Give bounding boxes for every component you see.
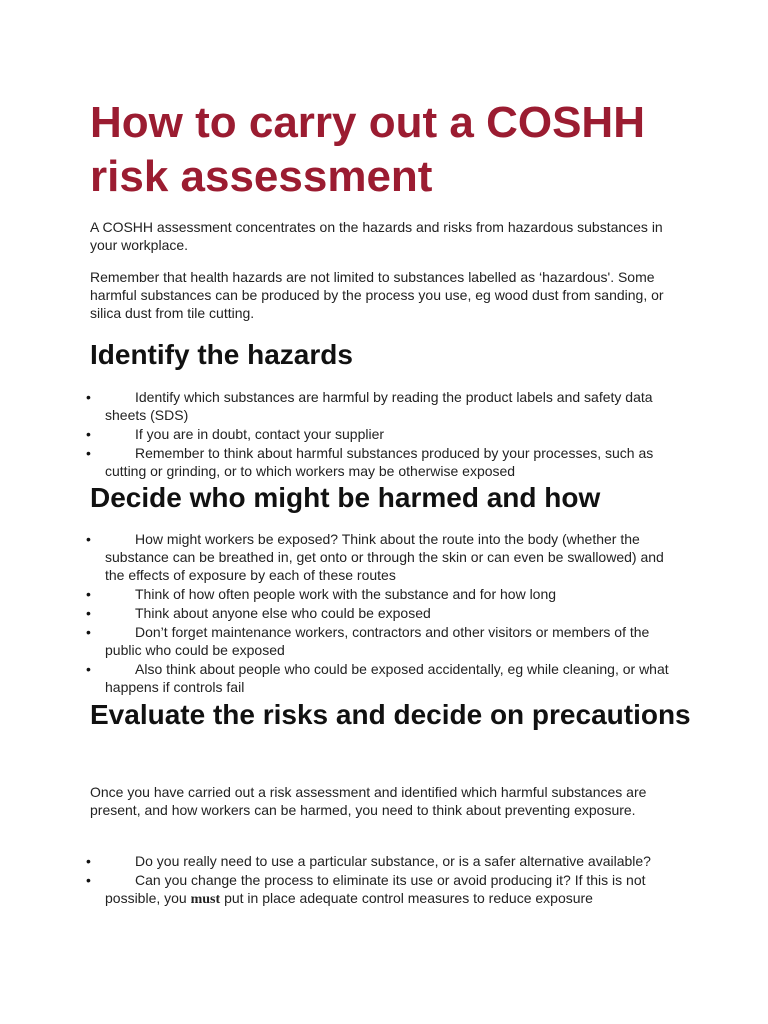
- list-item-text: If you are in doubt, contact your supplier: [135, 426, 385, 442]
- list-item-text: Remember to think about harmful substances produced by your processes, such as cutting or grinding, or to which workers may be otherwise exposed: [105, 445, 654, 479]
- list-item: [0, 852, 680, 870]
- list-item-text: Identify which substances are harmful by reading the product labels and safety data sheets (SDS): [105, 389, 653, 423]
- evaluate-paragraph: Once you have carried out a risk assessment and identified which harmful substances are present, and how workers can be harmed, you need to think about preventing exposure.: [90, 784, 647, 818]
- list-item: [0, 604, 680, 622]
- list-item-text: Think about anyone else who could be exposed: [135, 605, 431, 621]
- list-item: [0, 444, 680, 480]
- list-item: [0, 585, 680, 603]
- page-title: How to carry out a COSHH risk assessment: [90, 98, 645, 201]
- list-evaluate-risks: [0, 852, 680, 910]
- list-identify-hazards: [0, 388, 680, 481]
- heading-evaluate-risks: Evaluate the risks and decide on precautions: [90, 699, 691, 730]
- list-decide-who-harmed: [0, 530, 680, 697]
- intro-paragraph-1: A COSHH assessment concentrates on the hazards and risks from hazardous substances in your workplace.: [90, 219, 663, 253]
- list-item-text-before: Can you change the process to eliminate its use or avoid producing it? If this is not possible, you: [105, 872, 646, 906]
- list-item-text: Think of how often people work with the substance and for how long: [135, 586, 557, 602]
- list-item: [0, 530, 680, 584]
- list-item: [0, 425, 680, 443]
- list-item-text: How might workers be exposed? Think about the route into the body (whether the substance can be breathed in, get onto or through the skin or can even be swallowed) and the effects of exposure by each of these routes: [105, 531, 664, 583]
- list-item: [0, 388, 680, 424]
- list-item: [0, 871, 680, 909]
- list-item-text: Do you really need to use a particular substance, or is a safer alternative available?: [135, 853, 651, 869]
- heading-decide-who-harmed: Decide who might be harmed and how: [90, 482, 601, 513]
- list-item-text-after: put in place adequate control measures to reduce exposure: [224, 890, 593, 906]
- list-item-text: Also think about people who could be exposed accidentally, eg while cleaning, or what happens if controls fail: [105, 661, 669, 695]
- list-item: [0, 623, 680, 659]
- intro-paragraph-2: Remember that health hazards are not limited to substances labelled as ‘hazardous'. Some harmful substances can be produced by the process you use, eg wood dust from sanding, or silica dust from tile cutting.: [90, 269, 664, 321]
- heading-identify-hazards: Identify the hazards: [90, 339, 353, 370]
- list-item: [0, 660, 680, 696]
- emphasis-must: must: [190, 892, 221, 907]
- list-item-text: Don’t forget maintenance workers, contractors and other visitors or members of the public who could be exposed: [105, 624, 650, 658]
